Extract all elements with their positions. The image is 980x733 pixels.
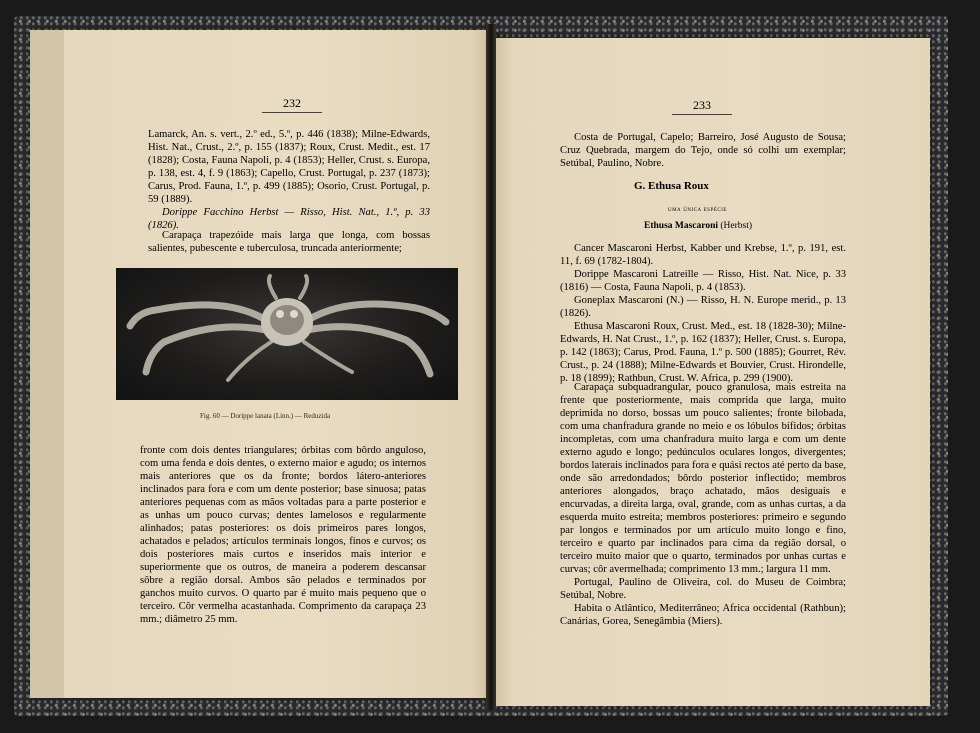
crab-figure — [116, 268, 458, 400]
page-number-left: 232 — [283, 96, 301, 110]
synonymy-block — [560, 242, 846, 385]
synonymy-entry: Ethusa Mascaroni Roux, Crust. Med., est. 18 (1828-30); Milne-Edwards, H. Nat Crust., 1.º, p. 162 (1837); Heller, Crust. s. Europa, p. 142 (1863); Carus, Prod. Fauna, 1.º p. 500 (1885); Gourret, Rév. Crust., p. 24 (1888); Milne-Edwards et Bouvier, Crust. Hirondelle, p. 18 (1899); Rathbun, Crust. W. Africa, p. 299 (1900). — [560, 321, 846, 384]
crab-illustration-icon — [116, 268, 458, 400]
genus-heading: G. Ethusa Roux — [634, 180, 709, 192]
page-number-right: 233 — [693, 98, 711, 112]
book-gutter — [486, 24, 496, 710]
bibliography-entry: Lamarck, An. s. vert., 2.º ed., 5.º, p. 446 (1838); Milne-Edwards, Hist. Nat., Crust., 2.º, p. 155 (1837); Roux, Crust. Medit., est. 17 (1828); Costa, Fauna Napoli, p. 4 (1853); Heller, Crust. s. Europa, p. 138, est. 4, f. 9 (1863); Capello, Crust. Portugal, p. 237 (1873); Carus, Prod. Fauna, 1.º, p. 499 (1885); Osorio, Crust. Portugal, p. 59 (1889). — [148, 129, 430, 205]
species-name: Ethusa Mascaroni — [644, 221, 718, 231]
species-title — [644, 221, 752, 231]
habitat-text: Habita o Atlântico, Mediterrâneo; Africa occidental (Rathbun); Canárias, Gorea, Senegâmbia (Miers). — [560, 603, 846, 627]
localities-text: Costa de Portugal, Capelo; Barreiro, José Augusto de Sousa; Cruz Quebrada, margem do Tejo, onde só colhi um exemplar; Setúbal, Paulino, Nobre. — [560, 132, 846, 169]
portugal-text: Portugal, Paulino de Oliveira, col. do Museu de Coimbra; Setúbal, Nobre. — [560, 577, 846, 601]
right-localities — [560, 131, 846, 170]
synonymy-entry: Dorippe Mascaroni Latreille — Risso, Hist. Nat. Nice, p. 33 (1816) — Costa, Fauna Napoli, p. 4 (1853). — [560, 269, 846, 293]
species-author: (Herbst) — [720, 221, 753, 231]
page-number-rule — [262, 112, 322, 113]
description-text: Carapaça subquadrangular, pouco granulosa, mais estreita na frente que posteriormente, mais comprida que larga, muito deprimida no dorso, bossas um pouco salientes; fronte bilobada, com uma chanfradura grande no meio e os lóbulos bífidos; órbitas incompletas, com uma chanfradura muito larga e com um dente externo agudo e longo; pedúnculos oculares longos, divergentes; bordos laterais inclinados para fora e quási rectos até perto da base, onde são arredondados; bôrdo posterior inflectido; membros anteriores alongados, braço achatado, mãos desiguais e encurvadas, a direita larga, oval, grande, com as unhas curtas, a da esquerda muito estreita; membros posteriores: primeiro e segundo par longos e terminados por um artículo muito longo e fino, terceiro e quarto par inclinados para cima da região dorsal, o terceiro muito maior que o quarto, terminados por unhas curtas e curvas; côr avermelhada; comprimento 13 mm.; largura 11 mm. — [560, 382, 846, 575]
species-note: uma única espécie — [668, 206, 727, 213]
right-description — [560, 381, 846, 628]
page-edges — [30, 30, 64, 698]
description-rest: fronte com dois dentes triangulares; órbitas com bôrdo anguloso, com uma fenda e dois dentes, o externo maior e agudo; os internos mais anteriores que os da fronte; bordos látero-anteriores inclinados para fora e com um dente posterior; base sinuosa; patas anteriores pequenas com as mãos voltadas para a parte posterior e as unhas um pouco curvas; dentes lamelosos e regularmente alinhados; patas posteriores: os dois primeiros pares longos, achatados e pelados; artículos terminais longos, finos e curvos; os dois posteriores mais curtos e inseridos mais interior e superiormente que os outros, de maneira a poderem descansar sôbre a região dorsal. Ambos são pelados e terminados por ganchos muito curvos. O quarto par é muito mais pequeno que o terceiro. Côr vermelha acastanhada. Comprimento da carapaça 23 mm.; diâmetro 25 mm. — [140, 445, 426, 625]
left-bibliography — [148, 128, 430, 232]
synonymy-entry: Goneplax Mascaroni (N.) — Risso, H. N. Europe merid., p. 13 (1826). — [560, 295, 846, 319]
figure-caption: Fig. 60 — Dorippe lanata (Linn.) — Reduzida — [200, 412, 331, 420]
synonymy-entry: Cancer Mascaroni Herbst, Kabber und Krebse, 1.º, p. 191, est. 11, f. 69 (1782-1804). — [560, 243, 846, 267]
page-number-rule — [672, 114, 732, 115]
bibliography-entry: Dorippe Facchino Herbst — Risso, Hist. Nat., 1.º, p. 33 (1826). — [148, 207, 430, 231]
description-intro: Carapaça trapezóide mais larga que longa, com bossas salientes, pubescente e tuberculosa, truncada anteriormente; — [148, 230, 430, 254]
